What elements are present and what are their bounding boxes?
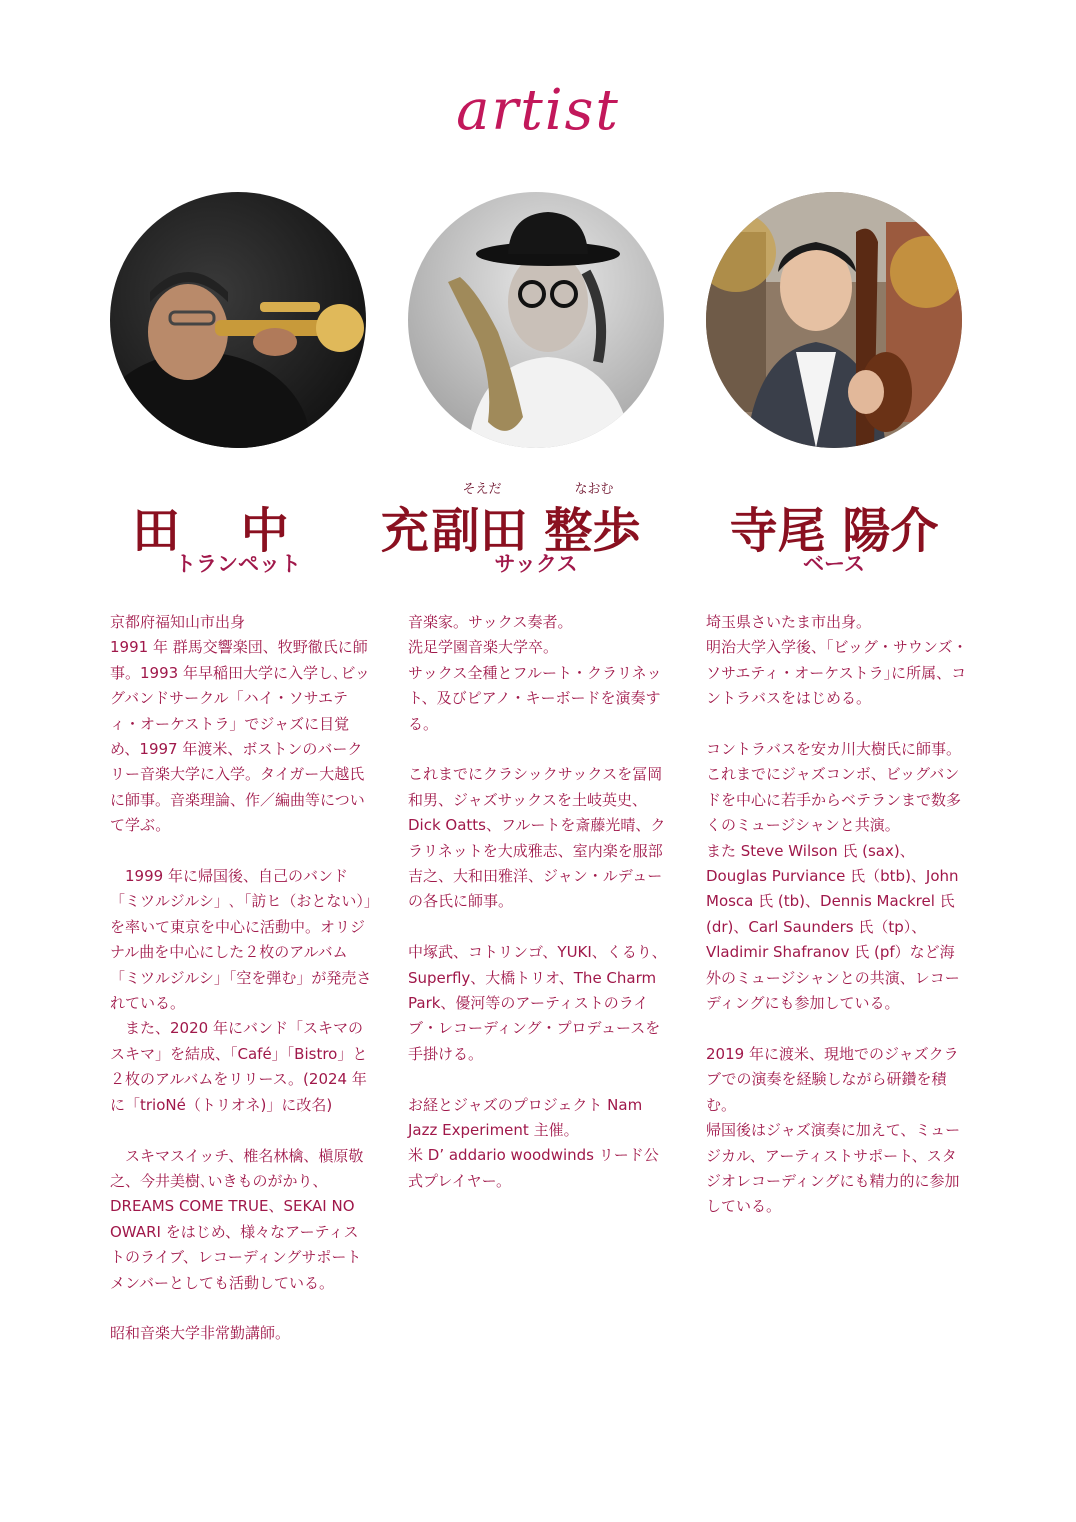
artist-bio bbox=[408, 610, 670, 1194]
page-title: artist bbox=[456, 78, 620, 143]
name-reading-first: そえだ bbox=[462, 482, 502, 497]
bio-paragraph: 昭和音楽大学非常勤講師。 bbox=[110, 1324, 291, 1343]
artist-bio bbox=[110, 610, 372, 1347]
bio-paragraph: 京都府福知山市出身 1991 年 群馬交響楽団、牧野徹氏に師事。1993 年早稲田大学に入学し､ビッグバンドサークル「ハイ・ソサエティ・オーケストラ」でジャズに目覚め、1997 年渡米、ボストンのバークリー音楽大学に入学。タイガー大越氏に師事。音楽理論、作／編曲等について学ぶ。 bbox=[110, 613, 370, 835]
bass-player-image bbox=[706, 192, 962, 448]
artist-name: 副田 整歩 bbox=[431, 503, 641, 559]
artist-instrument: トランペット bbox=[175, 552, 301, 576]
bio-paragraph: 埼玉県さいたま市出身。 明治大学入学後、｢ビッグ・サウンズ・ソサエティ・オーケストラ｣に所属、コントラバスをはじめる。 bbox=[706, 613, 968, 708]
bio-paragraph: スキマスイッチ、椎名林檎、槇原敬之、今井美樹､いきものがかり、DREAMS COME TRUE、SEKAI NO OWARI をはじめ、様々なアーティストのライブ、レコーディングサポートメンバーとしても活動している。 bbox=[110, 1146, 364, 1292]
bio-paragraph: 中塚武、コトリンゴ、YUKI、くるり、Superfly、大橋トリオ、The Charm Park、優河等のアーティストのライブ・レコーディング・プロデュースを手掛ける。 bbox=[408, 943, 667, 1063]
bio-paragraph: お経とジャズのプロジェクト Nam Jazz Experiment 主催。 米 D’ addario woodwinds リード公式プレイヤー。 bbox=[408, 1095, 659, 1190]
bio-paragraph: コントラバスを安カ川大樹氏に師事。 これまでにジャズコンボ、ビッグバンドを中心に若手からベテランまで数多くのミュージシャンと共演。 また Steve Wilson 氏 (sax)、Douglas Purviance 氏（btb)、John Mosca 氏 (tb)、Dennis Mackrel 氏 (dr)、Carl Saunders 氏（tp）、Vladimir Shafranov 氏 (pf）など海外のミュージシャンとの共演、レコーディングにも参加している。 bbox=[706, 740, 962, 1013]
artist-name: 田 中 充 bbox=[132, 503, 451, 559]
name-reading-last: なおむ bbox=[574, 482, 614, 497]
artist-instrument: サックス bbox=[494, 552, 578, 576]
artist-photo-trumpet bbox=[110, 192, 366, 448]
artist-photo-bass bbox=[706, 192, 962, 448]
bio-paragraph: 1999 年に帰国後、自己のバンド「ミツルジルシ」､「訪ヒ（おとない）」を率いて東京を中心に活動中。オリジナル曲を中心にした２枚のアルバム「ミツルジルシ」「空を弾む」が発売されている。 また、2020 年にバンド「スキマのスキマ」を結成、「Café」「Bistro」と２枚のアルバムをリリース。(2024 年に「trioNé（トリオネ)」に改名) bbox=[110, 867, 372, 1114]
artist-instrument: ベース bbox=[803, 552, 865, 576]
bio-paragraph: 音楽家。サックス奏者。 洗足学園音楽大学卒。 サックス全種とフルート・クラリネット、及びピアノ・キーボードを演奏する。 bbox=[408, 613, 662, 733]
saxophone-player-image bbox=[408, 192, 664, 448]
bio-paragraph: これまでにクラシックサックスを冨岡和男、ジャズサックスを土岐英史、Dick Oatts、フルートを斎藤光晴、クラリネットを大成雅志、室内楽を服部吉之、大和田雅洋、ジャン・ルデューの各氏に師事。 bbox=[408, 765, 666, 911]
trumpet-player-image bbox=[110, 192, 366, 448]
artist-bio bbox=[706, 610, 968, 1220]
artist-photo-saxophone bbox=[408, 192, 664, 448]
bio-paragraph: 2019 年に渡米、現地でのジャズクラブでの演奏を経験しながら研鑽を積む。 帰国後はジャズ演奏に加えて、ミュージカル、アーティストサポート、スタジオレコーディングにも精力的に参加している。 bbox=[706, 1044, 961, 1216]
artist-name: 寺尾 陽介 bbox=[729, 503, 939, 559]
